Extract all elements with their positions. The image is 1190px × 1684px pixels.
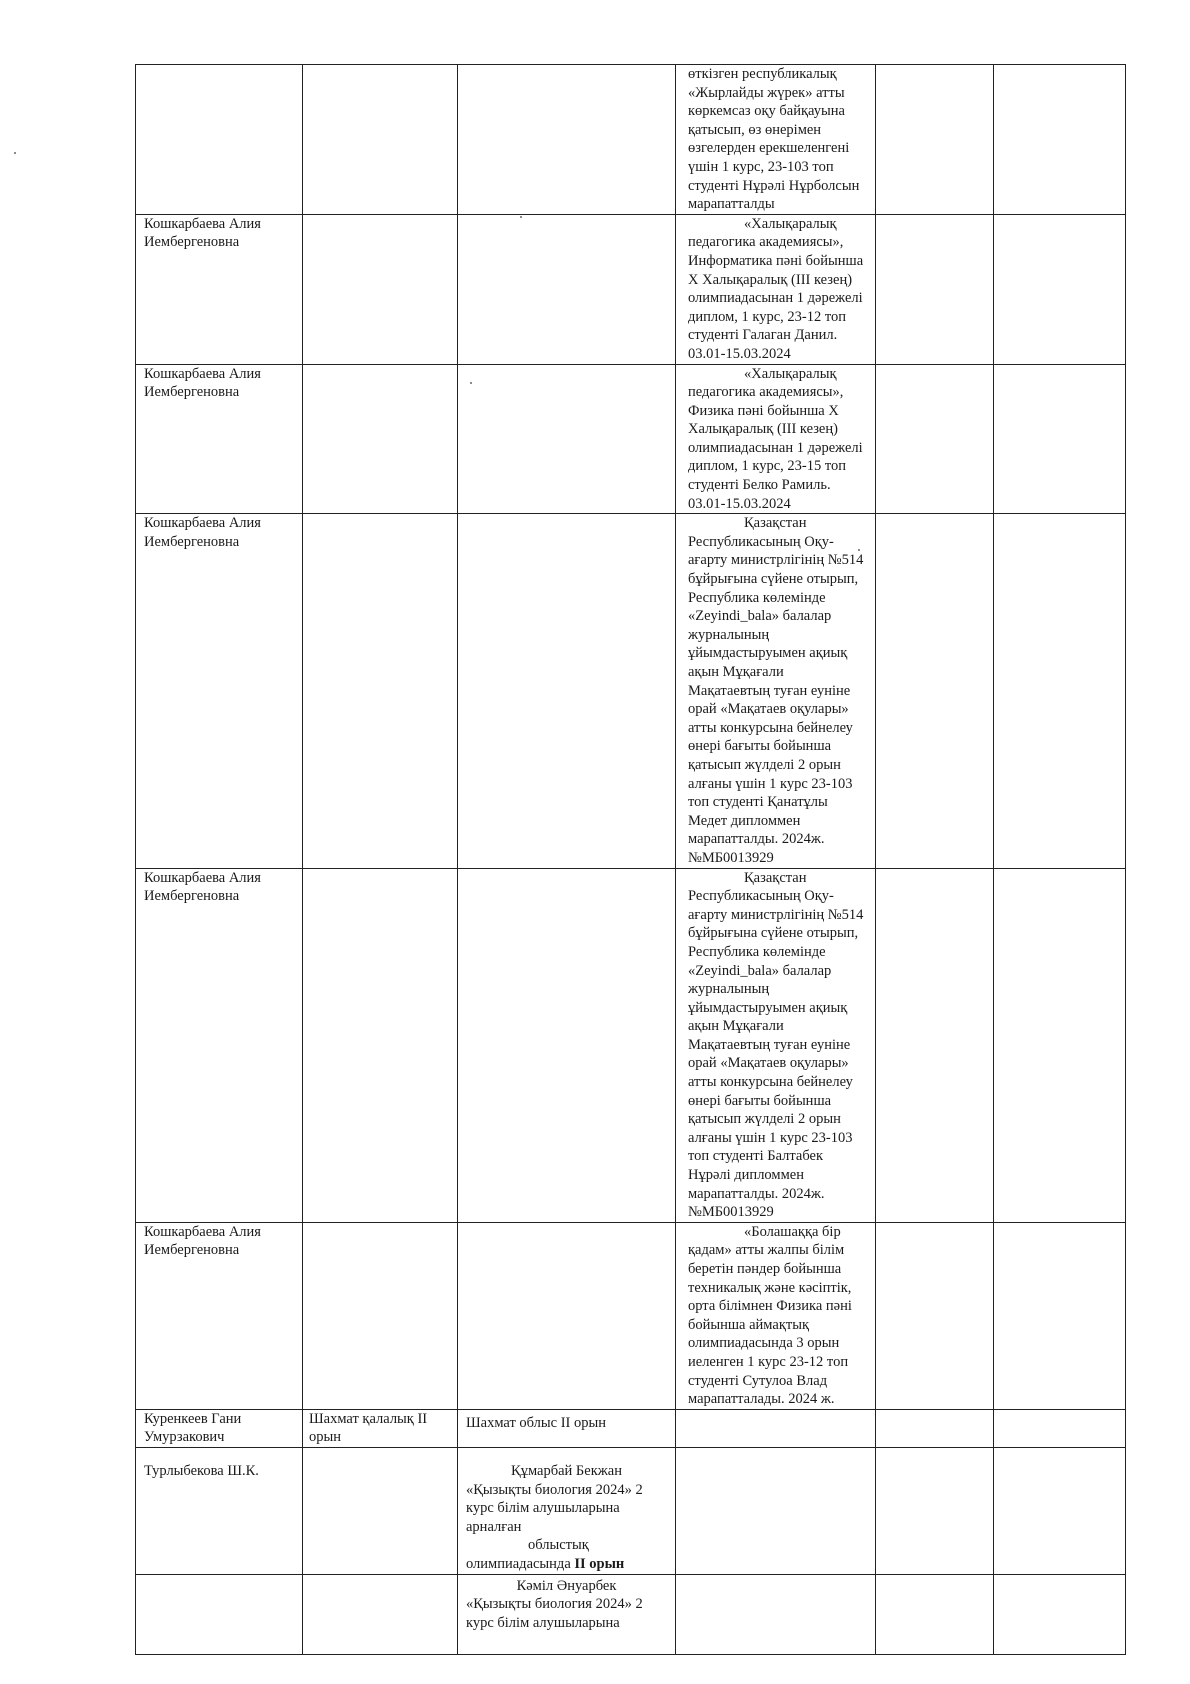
olympiad-level: облыстық	[528, 1537, 589, 1554]
table-row	[136, 1447, 1126, 1574]
teacher-name-cell: Турлыбекова Ш.К.	[136, 1447, 303, 1574]
city-level-cell: Шахмат қалалық II орын	[303, 1409, 458, 1447]
event-description: «Халықаралық педагогика академиясы», Физика пәні бойынша X Халықаралық (III кезең) олимпиадасынан 1 дәрежелі диплом, 1 курс, 23-15 топ студенті Белко Рамиль. 03.01-15.03.2024	[688, 365, 863, 512]
republic-level-cell	[676, 1447, 876, 1574]
table-row	[136, 1574, 1126, 1654]
republic-level-cell	[676, 1409, 876, 1447]
intl-level-cell	[876, 364, 994, 514]
event-description: «Болашаққа бір қадам» атты жалпы білім беретін пәндер бойынша техникалық және кәсіптік, орта білімнен Физика пәні бойынша аймақтық олимпиадасында 3 орын иеленген 1 курс 23-12 топ студенті Сутулоа Влад марапатталады. 2024 ж.	[688, 1223, 852, 1408]
city-level-cell	[303, 214, 458, 364]
event-description: Қазақстан Республикасының Оқу-ағарту министрлігінің №514 бұйрығына сүйене отырып, Республика көлемінде «Zeyindi_bala» балалар журналының ұйымдастыруымен ақиық ақын Мұқағали Мақатаевтың туған еуніне орай «Мақатаев оқулары» атты конкурсына бейнелеу өнері бағыты бойынша қатысып жүлделі 2 орын алғаны үшін 1 курс 23-103 топ студенті Қанатұлы Медет дипломмен марапатталды. 2024ж. №МБ0013929	[688, 515, 864, 866]
city-level-cell	[303, 1447, 458, 1574]
olympiad-description: «Қызықты биология 2024» 2 курс білім алушыларына арналған	[466, 1481, 643, 1535]
republic-level-cell	[676, 65, 876, 215]
student-name: Құмарбай Бекжан	[511, 1462, 622, 1479]
table-row	[136, 214, 1126, 364]
region-level-cell	[458, 214, 676, 364]
intl-level-cell	[876, 1574, 994, 1654]
city-level-cell	[303, 364, 458, 514]
intl-level-cell	[876, 214, 994, 364]
region-level-cell	[458, 514, 676, 868]
olympiad-description: «Қызықты биология 2024» 2 курс білім алушыларына	[466, 1596, 643, 1631]
teacher-name-cell: Кошкарбаева Алия Иембергеновна	[136, 1222, 303, 1409]
region-level-cell	[458, 868, 676, 1222]
place-award: II орын	[574, 1555, 625, 1572]
city-level-cell	[303, 65, 458, 215]
table-row	[136, 1222, 1126, 1409]
republic-level-cell	[676, 868, 876, 1222]
note-cell	[994, 1409, 1126, 1447]
city-level-cell	[303, 1222, 458, 1409]
teacher-name-cell: Кошкарбаева Алия Иембергеновна	[136, 868, 303, 1222]
table-row	[136, 1409, 1126, 1447]
table-row	[136, 868, 1126, 1222]
intl-level-cell	[876, 65, 994, 215]
table-row	[136, 65, 1126, 215]
teacher-name-cell: Кошкарбаева Алия Иембергеновна	[136, 364, 303, 514]
republic-level-cell	[676, 1222, 876, 1409]
note-cell	[994, 868, 1126, 1222]
event-description: «Халықаралық педагогика академиясы», Информатика пәні бойынша X Халықаралық (III кезең) олимпиадасынан 1 дәрежелі диплом, 1 курс, 23-12 топ студенті Галаган Данил. 03.01-15.03.2024	[688, 215, 864, 362]
city-level-cell	[303, 514, 458, 868]
teacher-name-cell	[136, 1574, 303, 1654]
table-row	[136, 364, 1126, 514]
event-description: өткізген республикалық «Жырлайды жүрек» атты көркемсаз оқу байқауына қатысып, өз өнерімен өзгелерден ерекшеленгені үшін 1 курс, 23-103 топ студенті Нұрәлі Нұрболсын марапатталды	[688, 66, 860, 213]
note-cell	[994, 364, 1126, 514]
republic-level-cell	[676, 364, 876, 514]
note-cell	[994, 1447, 1126, 1574]
student-name: Кәміл Әнуарбек	[516, 1577, 617, 1594]
note-cell	[994, 1222, 1126, 1409]
intl-level-cell	[876, 1447, 994, 1574]
note-cell	[994, 514, 1126, 868]
republic-level-cell	[676, 214, 876, 364]
region-level-cell	[458, 364, 676, 514]
achievements-table	[135, 64, 1126, 1655]
note-cell	[994, 65, 1126, 215]
event-description: Қазақстан Республикасының Оқу-ағарту министрлігінің №514 бұйрығына сүйене отырып, Республика көлемінде «Zeyindi_bala» балалар журналының ұйымдастыруымен ақиық ақын Мұқағали Мақатаевтың туған еуніне орай «Мақатаев оқулары» атты конкурсына бейнелеу өнері бағыты бойынша қатысып жүлделі 2 орын алғаны үшін 1 курс 23-103 топ студенті Балтабек Нұрәлі дипломмен марапатталды. 2024ж. №МБ0013929	[688, 869, 864, 1221]
region-level-cell: Шахмат облыс II орын	[458, 1409, 676, 1447]
city-level-cell	[303, 868, 458, 1222]
region-level-cell	[458, 1222, 676, 1409]
region-level-cell	[458, 1574, 676, 1654]
city-level-cell	[303, 1574, 458, 1654]
intl-level-cell	[876, 514, 994, 868]
olympiad-tail: олимпиадасында	[466, 1555, 571, 1572]
scan-speck	[14, 152, 16, 154]
intl-level-cell	[876, 1409, 994, 1447]
teacher-name-cell: Кошкарбаева Алия Иембергеновна	[136, 214, 303, 364]
intl-level-cell	[876, 868, 994, 1222]
table-row	[136, 514, 1126, 868]
region-level-cell	[458, 1447, 676, 1574]
republic-level-cell	[676, 1574, 876, 1654]
note-cell	[994, 1574, 1126, 1654]
teacher-name-cell	[136, 65, 303, 215]
teacher-name-cell: Куренкеев Гани Умурзакович	[136, 1409, 303, 1447]
republic-level-cell	[676, 514, 876, 868]
note-cell	[994, 214, 1126, 364]
teacher-name-cell: Кошкарбаева Алия Иембергеновна	[136, 514, 303, 868]
region-level-cell	[458, 65, 676, 215]
intl-level-cell	[876, 1222, 994, 1409]
